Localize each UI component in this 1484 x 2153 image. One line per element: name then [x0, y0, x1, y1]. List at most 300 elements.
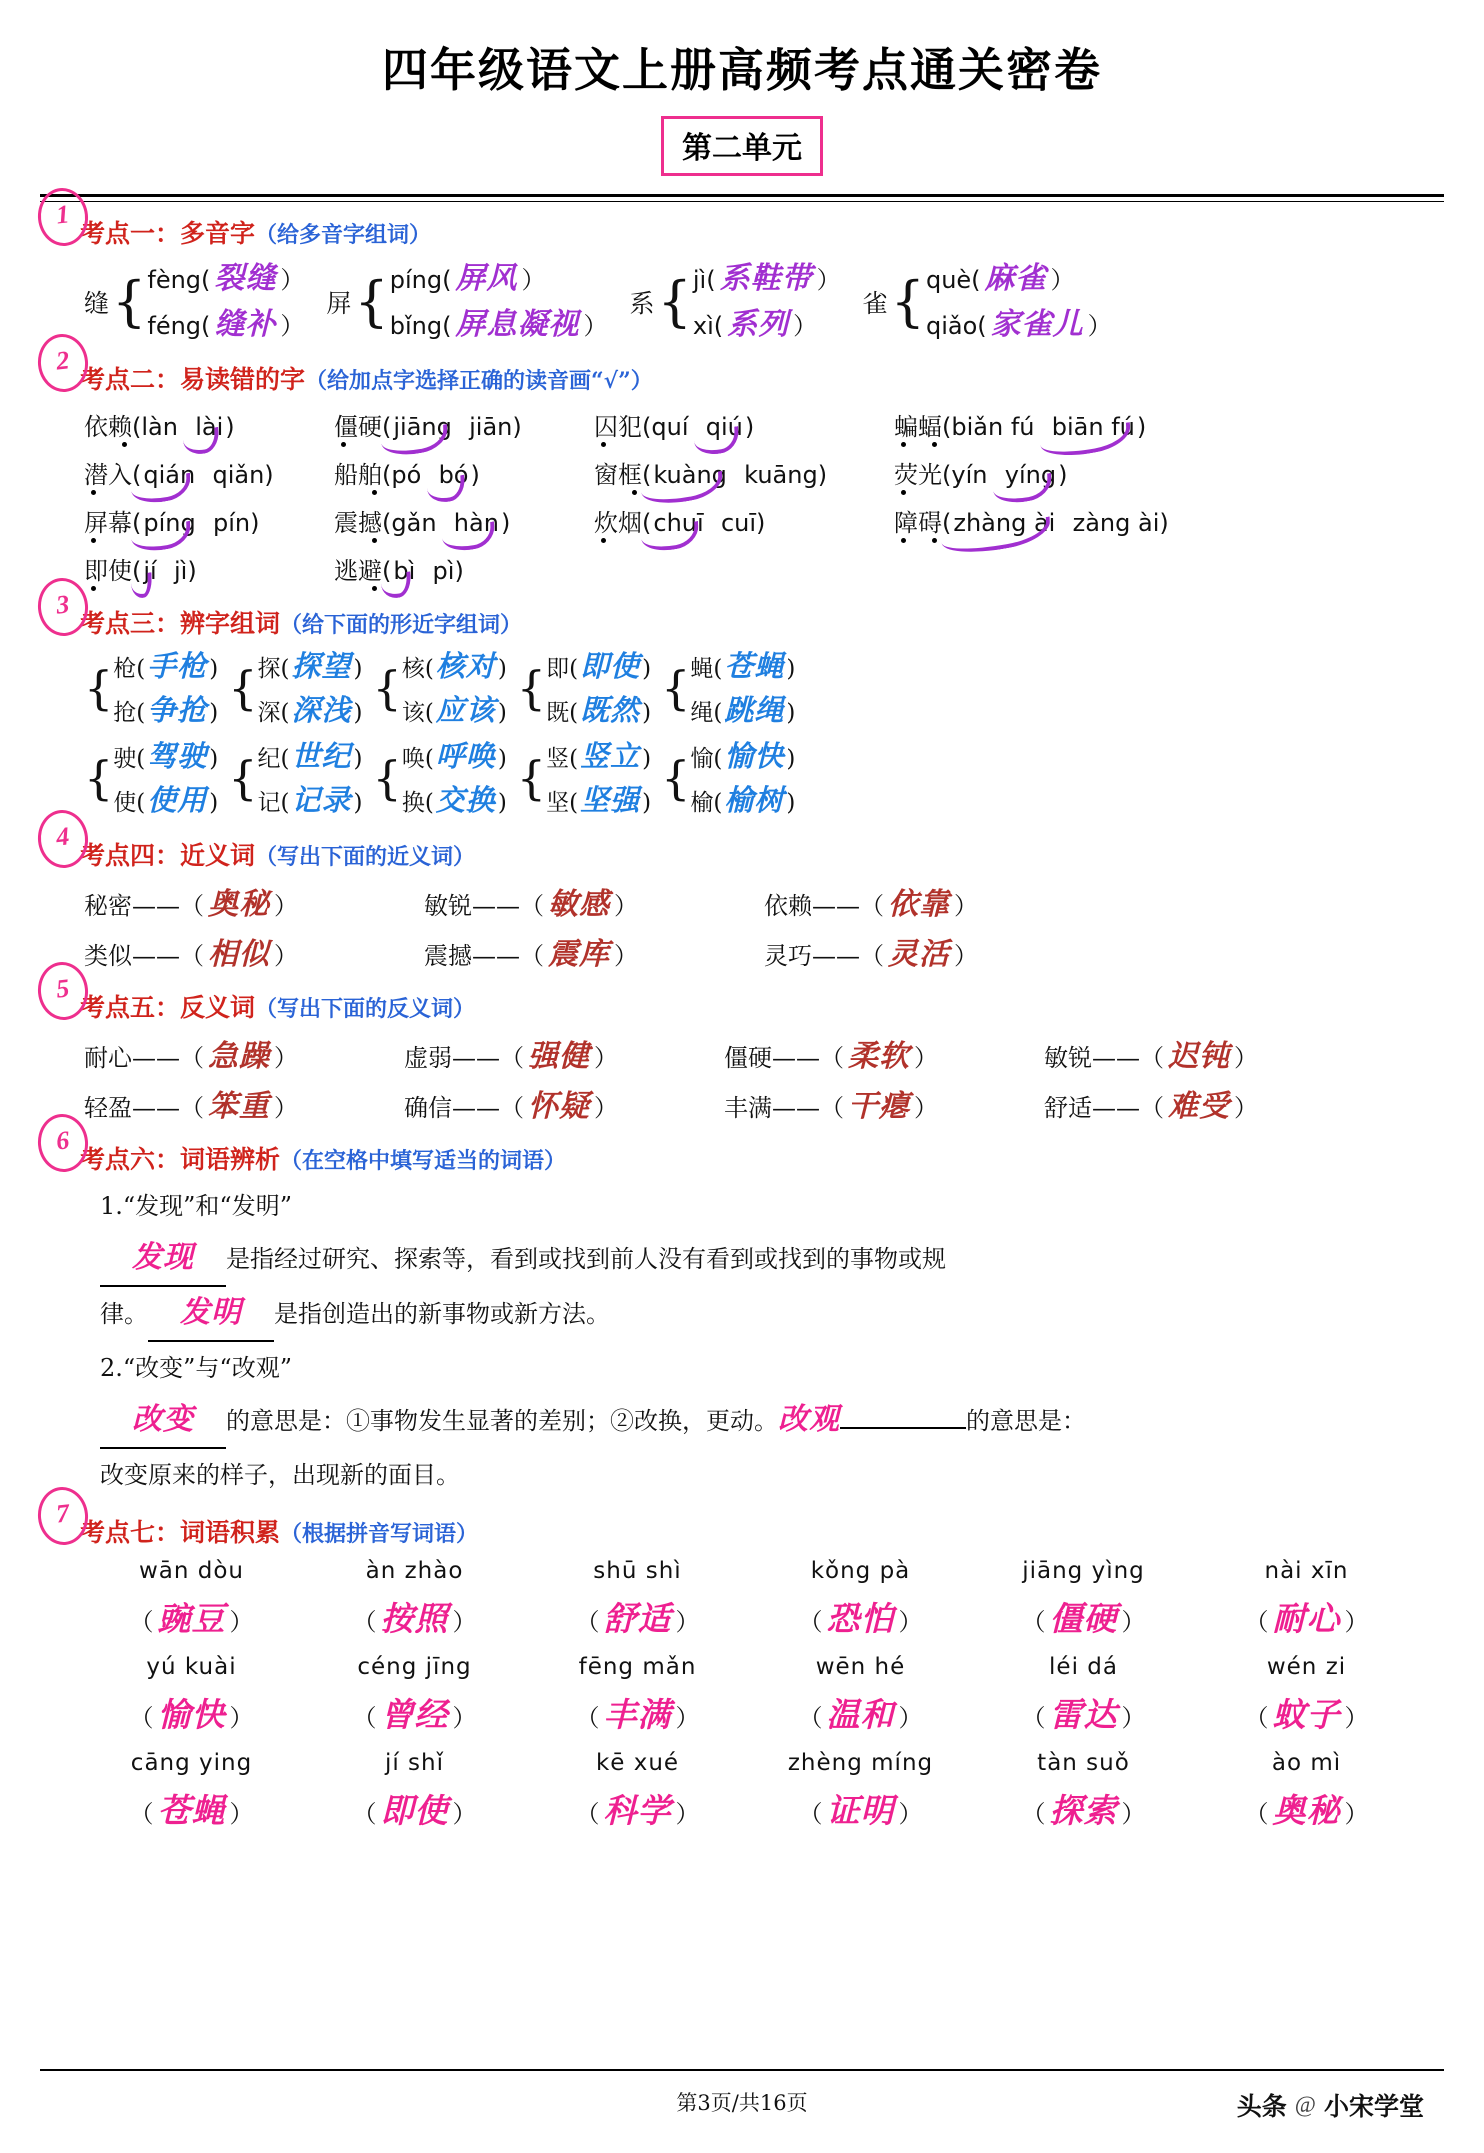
section-title-2: 考点二：易读错的字 [80, 365, 306, 394]
paren-close: ) [642, 790, 652, 816]
pinyin-option-a[interactable]: biǎn fú [951, 412, 1035, 441]
pinyin-label: cāng ying [130, 1750, 253, 1776]
paren-open: ( [136, 656, 146, 682]
dash: —— [812, 892, 860, 920]
brace-icon: { [228, 751, 258, 805]
prompt-word: 丰满 [724, 1094, 772, 1122]
word-pair-row [84, 1078, 1444, 1128]
brace-icon: { [84, 661, 114, 715]
bianzi-line [113, 644, 218, 688]
bianzi-char: 驶 [113, 746, 137, 772]
handwritten-answer: 丰满 [603, 1695, 672, 1734]
paren-close: ） [452, 1704, 477, 1732]
pinyin-option-b[interactable]: qiǎn [212, 460, 265, 489]
brand-watermark [1237, 2087, 1424, 2123]
brace-icon: { [661, 661, 691, 715]
dash: —— [472, 942, 520, 970]
bianzi-line [113, 734, 218, 778]
pinyin-label: jí shǐ [384, 1750, 445, 1776]
handwritten-answer: 跳绳 [724, 693, 785, 727]
pinyin-label: píng( [389, 266, 452, 294]
section-heading-7 [54, 1498, 1444, 1549]
word-bank-blank[interactable] [972, 1683, 1195, 1747]
paren-close: ) [353, 790, 363, 816]
paren-close: ) [209, 790, 219, 816]
paren-open: （ [500, 1094, 524, 1122]
pinyin-option-a[interactable]: pó [391, 460, 422, 489]
bianzi-lines [113, 644, 218, 732]
section-hint-4: （写出下面的近义词） [255, 844, 476, 870]
bianzi-line [258, 734, 363, 778]
word-bank-cell [80, 1555, 303, 1651]
word-pair-item [1044, 1081, 1364, 1125]
pinyin-option-a[interactable]: jí [143, 556, 157, 585]
q1-lead-2: 律。 [100, 1300, 148, 1328]
q2-text-1: 的意思是：①事物发生显著的差别；②改换，更动。 [226, 1407, 778, 1435]
word-bank-blank[interactable] [303, 1587, 526, 1651]
bianzi-line [402, 688, 507, 732]
prompt-word: 秘密 [84, 892, 132, 920]
pinyin-option-b[interactable]: bó [438, 460, 469, 489]
word-pair-item [424, 929, 764, 973]
bianzi-pair-group [373, 644, 507, 732]
duoyinzi-reading-row [147, 256, 304, 302]
duoyinzi-reading-row [926, 302, 1112, 348]
word-bank-blank[interactable] [749, 1779, 972, 1843]
dash: —— [132, 942, 180, 970]
handwritten-answer: 缝补 [214, 307, 277, 342]
word-bank-cell [749, 1747, 972, 1843]
q2-blank-1[interactable] [100, 1394, 226, 1449]
handwritten-answer: 麻雀 [984, 261, 1047, 296]
pinyin-option-b[interactable]: biān fú [1051, 412, 1135, 441]
target-word: 囚犯 [594, 412, 642, 441]
bianzi-lines [258, 734, 363, 822]
pinyin-label: wān dòu [138, 1558, 245, 1584]
handwritten-answer: 愉快 [724, 739, 785, 773]
bianzi-pair-group [84, 644, 218, 732]
pinyin-option-a[interactable]: zhàng ài [953, 508, 1056, 537]
q1-line1 [100, 1232, 1444, 1287]
q2-blank-2[interactable] [840, 1427, 966, 1429]
bianzi-char: 唤 [401, 746, 425, 772]
pinyin-option-b[interactable]: qiú [705, 412, 743, 441]
word-bank-blank[interactable] [526, 1779, 749, 1843]
paren-close: ） [1121, 1704, 1146, 1732]
paren-open: （ [798, 1608, 823, 1636]
section-heading-6 [54, 1125, 1444, 1176]
bianzi-lines [258, 644, 363, 732]
word-pair-item [724, 1031, 1044, 1075]
paren-close: ) [497, 746, 507, 772]
word-pair-item [404, 1031, 724, 1075]
paren-open: ( [569, 656, 579, 682]
brace-icon: { [372, 751, 402, 805]
paren-close: ) [353, 700, 363, 726]
paren-close: ） [954, 942, 978, 970]
paren-close: ） [583, 312, 608, 340]
paren-open: （ [575, 1800, 600, 1828]
handwritten-answer: 震库 [548, 937, 610, 972]
duoyinzi-reading-row [147, 302, 304, 348]
pinyin-option-b[interactable]: zàng ài [1072, 508, 1160, 537]
pinyin-choice-item: 炊烟(chuī cuī) [594, 508, 766, 537]
bianzi-zuci-grid [84, 644, 1444, 824]
section-number-7: 7 [35, 1485, 91, 1548]
bianzi-column [228, 644, 362, 824]
handwritten-answer: 交换 [435, 783, 496, 817]
target-word: 潜入 [84, 460, 132, 489]
bianzi-char: 抢 [113, 700, 137, 726]
pinyin-option-a[interactable]: kuàng [653, 460, 727, 489]
pinyin-option-b[interactable]: jiān [469, 412, 513, 441]
brace-icon: { [516, 661, 547, 715]
pinyin-option-a[interactable]: yín [951, 460, 988, 489]
word-bank-cell [303, 1555, 526, 1651]
pinyin-label: ào mì [1271, 1750, 1342, 1776]
word-bank-cell [526, 1747, 749, 1843]
duoyinzi-reading-row [693, 256, 841, 302]
paren-close: ） [614, 942, 638, 970]
handwritten-answer: 证明 [826, 1791, 895, 1830]
paren-close: ） [274, 942, 298, 970]
word-bank-blank[interactable] [303, 1683, 526, 1747]
paren-close: ) [786, 790, 796, 816]
bianzi-line [258, 644, 363, 688]
word-bank-blank[interactable] [1195, 1779, 1418, 1843]
paren-open: （ [180, 892, 204, 920]
bianzi-char: 使 [113, 790, 137, 816]
bianzi-char: 核 [401, 656, 425, 682]
pinyin-label: qiǎo( [925, 312, 987, 340]
paren-close: ） [452, 1800, 477, 1828]
handwritten-answer: 僵硬 [1049, 1599, 1118, 1638]
footer-divider [40, 2069, 1444, 2071]
word-bank-cell [526, 1651, 749, 1747]
handwritten-answer: 手枪 [147, 649, 208, 683]
paren-close: ） [954, 892, 978, 920]
brace-icon: { [372, 661, 402, 715]
handwritten-answer: 竖立 [580, 739, 641, 773]
section-title-1: 考点一：多音字 [80, 219, 256, 248]
paren-close: ) [786, 700, 796, 726]
dash: —— [452, 1044, 500, 1072]
paren-close: ） [1121, 1608, 1146, 1636]
target-word: 震撼 [334, 508, 382, 537]
section-hint-1: （给多音字组词） [255, 222, 432, 248]
bianzi-lines [113, 734, 218, 822]
duoyinzi-char: 缝 [84, 289, 110, 318]
word-pair-item [84, 929, 424, 973]
paren-close: ） [521, 266, 546, 294]
paren-close: ) [353, 746, 363, 772]
q2-answer-2: 改观 [778, 1402, 840, 1437]
pinyin-choice-row [84, 448, 1444, 496]
bianzi-line [113, 688, 218, 732]
brand-name: 小宋学堂 [1323, 2092, 1424, 2121]
pinyin-label: fēng mǎn [578, 1654, 697, 1680]
q1-label: 1.“发现”和“发明” [100, 1192, 292, 1220]
bianzi-char: 既 [546, 700, 570, 726]
handwritten-answer: 驾驶 [147, 739, 208, 773]
dash: —— [132, 892, 180, 920]
pinyin-label: àn zhào [365, 1558, 464, 1584]
pinyin-label: jì( [692, 266, 716, 294]
word-bank-blank[interactable] [749, 1683, 972, 1747]
section-hint-6: （在空格中填写适当的词语） [280, 1148, 567, 1174]
word-bank-cell [303, 1651, 526, 1747]
pinyin-choice-item: 即使(jí jì) [84, 556, 197, 585]
paren-close: ) [353, 656, 363, 682]
paren-close: ) [209, 746, 219, 772]
prompt-word: 类似 [84, 942, 132, 970]
handwritten-answer: 深浅 [291, 693, 352, 727]
bianzi-lines [690, 734, 795, 822]
bianzi-char: 纪 [257, 746, 281, 772]
handwritten-answer: 系列 [727, 307, 790, 342]
paren-close: ） [594, 1094, 618, 1122]
pinyin-choice-row [84, 400, 1444, 448]
pinyin-option-b[interactable]: lài [195, 412, 224, 441]
paren-close: ） [229, 1800, 254, 1828]
bianzi-pair-group [661, 644, 795, 732]
paren-open: ( [713, 700, 723, 726]
section-hint-5: （写出下面的反义词） [255, 996, 476, 1022]
section-title-7: 考点七：词语积累 [80, 1518, 281, 1547]
pinyin-label: bǐng( [389, 312, 452, 340]
q2-answer-1: 改变 [132, 1402, 194, 1437]
handwritten-answer: 豌豆 [157, 1599, 226, 1638]
pinyin-choice-item: 震撼(gǎn hàn) [334, 508, 511, 537]
prompt-word: 确信 [404, 1094, 452, 1122]
pinyin-option-b[interactable]: cuī [720, 508, 757, 537]
section-number-4: 4 [35, 808, 91, 871]
pinyin-option-b[interactable]: pín [213, 508, 251, 537]
handwritten-answer: 探索 [1049, 1791, 1118, 1830]
bianzi-pair-group [517, 644, 651, 732]
handwritten-answer: 相似 [208, 937, 270, 972]
section-hint-2: （给加点字选择正确的读音画“√”） [305, 368, 653, 394]
pinyin-choice-item: 荧光(yín yíng) [894, 460, 1068, 489]
bianzi-char: 深 [257, 700, 281, 726]
bianzi-char: 探 [257, 656, 281, 682]
q2-line1 [100, 1394, 1444, 1449]
pinyin-option-a[interactable]: jiāng [393, 412, 452, 441]
handwritten-answer: 奥秘 [208, 887, 270, 922]
section-title-4: 考点四：近义词 [80, 841, 256, 870]
section-number-2: 2 [35, 332, 91, 395]
bianzi-char: 坚 [546, 790, 570, 816]
paren-close: ） [1344, 1800, 1369, 1828]
pinyin-label: léi dá [1049, 1654, 1118, 1680]
pinyin-option-a[interactable]: píng [143, 508, 196, 537]
word-bank-cell [303, 1747, 526, 1843]
page-number: 第3页/共16页 [676, 2091, 808, 2115]
pinyin-label: nài xīn [1264, 1558, 1349, 1584]
paren-open: （ [520, 942, 544, 970]
target-word: 窗框 [594, 460, 642, 489]
pinyin-option-a[interactable]: quí [651, 412, 689, 441]
word-bank-cell [80, 1651, 303, 1747]
pinyin-choice-item: 逃避(bì pì) [334, 556, 464, 585]
pinyin-choice-item: 潜入(qián qiǎn) [84, 460, 274, 489]
paren-close: ) [497, 700, 507, 726]
paren-open: ( [280, 790, 290, 816]
paren-close: ） [229, 1608, 254, 1636]
word-bank-cell [1195, 1651, 1418, 1747]
section-number-3: 3 [35, 576, 91, 639]
paren-open: （ [1244, 1608, 1269, 1636]
target-word: 僵硬 [334, 412, 382, 441]
bianzi-char: 该 [401, 700, 425, 726]
paren-close: ) [209, 700, 219, 726]
paren-close: ） [614, 892, 638, 920]
handwritten-answer: 按照 [380, 1599, 449, 1638]
pinyin-label: wén zi [1266, 1654, 1347, 1680]
pinyin-option-b[interactable]: pì [432, 556, 455, 585]
pinyin-option-b[interactable]: kuāng [744, 460, 818, 489]
pinyin-label: yú kuài [146, 1654, 237, 1680]
word-bank-cell [749, 1555, 972, 1651]
q1-blank-2[interactable] [148, 1287, 274, 1342]
target-word: 屏幕 [84, 508, 132, 537]
paren-open: （ [129, 1800, 154, 1828]
paren-open: ( [280, 700, 290, 726]
q1-blank-1[interactable] [100, 1232, 226, 1287]
bianzi-lines [402, 644, 507, 732]
prompt-word: 虚弱 [404, 1044, 452, 1072]
word-bank-blank[interactable] [749, 1587, 972, 1651]
pinyin-option-a[interactable]: qián [143, 460, 196, 489]
handwritten-answer: 强健 [528, 1039, 590, 1074]
bianzi-line [690, 734, 795, 778]
paren-open: （ [1021, 1704, 1046, 1732]
word-bank-blank[interactable] [526, 1683, 749, 1747]
bianzi-char: 换 [401, 790, 425, 816]
paren-open: ( [136, 790, 146, 816]
word-bank-blank[interactable] [303, 1779, 526, 1843]
paren-open: ( [713, 656, 723, 682]
dash: —— [812, 942, 860, 970]
bianzi-line [690, 688, 795, 732]
duoyinzi-item [326, 256, 607, 348]
handwritten-answer: 奥秘 [1272, 1791, 1341, 1830]
pinyin-choice-item: 船舶(pó bó) [334, 460, 480, 489]
word-pair-row [84, 1028, 1444, 1078]
word-bank-blank[interactable] [972, 1587, 1195, 1651]
paren-open: （ [352, 1608, 377, 1636]
paren-close: ） [1050, 266, 1075, 294]
bianzi-column [84, 644, 218, 824]
target-word: 即使 [84, 556, 132, 585]
word-bank-cell [526, 1555, 749, 1651]
paren-open: ( [280, 746, 290, 772]
duoyinzi-readings [147, 256, 304, 348]
bianzi-line [113, 778, 218, 822]
pinyin-option-b[interactable]: hàn [453, 508, 499, 537]
paren-close: ） [452, 1608, 477, 1636]
handwritten-answer: 苍蝇 [157, 1791, 226, 1830]
word-bank-blank[interactable] [80, 1779, 303, 1843]
handwritten-answer: 争抢 [147, 693, 208, 727]
word-bank-blank[interactable] [972, 1779, 1195, 1843]
bianzi-line [690, 778, 795, 822]
synonym-list [84, 876, 1444, 976]
section-title-5: 考点五：反义词 [80, 993, 256, 1022]
word-bank-cell [80, 1747, 303, 1843]
word-bank-blank[interactable] [80, 1587, 303, 1651]
section-hint-7: （根据拼音写词语） [280, 1521, 479, 1547]
word-bank-blank[interactable] [526, 1587, 749, 1651]
handwritten-answer: 干瘪 [848, 1089, 910, 1124]
handwritten-answer: 怀疑 [528, 1089, 590, 1124]
section-title-6: 考点六：词语辨析 [80, 1145, 281, 1174]
word-bank-blank[interactable] [1195, 1587, 1418, 1651]
section-number-5: 5 [35, 960, 91, 1023]
handwritten-answer: 探望 [291, 649, 352, 683]
pinyin-option-b[interactable]: yíng [1004, 460, 1057, 489]
bianzi-column [373, 644, 507, 824]
paren-close: ） [1344, 1704, 1369, 1732]
pinyin-label: zhèng míng [787, 1750, 934, 1776]
prompt-word: 敏锐 [1044, 1044, 1092, 1072]
duoyinzi-reading-row [693, 302, 841, 348]
pinyin-option-a[interactable]: gǎn [391, 508, 437, 537]
paren-open: ( [713, 790, 723, 816]
word-pair-row [84, 926, 1444, 976]
handwritten-answer: 呼唤 [435, 739, 496, 773]
pinyin-label: céng jīng [357, 1654, 472, 1680]
duoyinzi-reading-row [390, 256, 608, 302]
paren-open: （ [860, 942, 884, 970]
target-word: 逃避 [334, 556, 382, 585]
pinyin-option-a[interactable]: làn [141, 412, 178, 441]
bianzi-pair-group [228, 734, 362, 822]
handwritten-answer: 屏息凝视 [455, 307, 580, 342]
paren-open: ( [424, 790, 434, 816]
pinyin-option-a[interactable]: bì [393, 556, 416, 585]
word-bank-blank[interactable] [80, 1683, 303, 1747]
paren-open: ( [136, 746, 146, 772]
pinyin-option-b[interactable]: jì [173, 556, 188, 585]
bianzi-line [258, 688, 363, 732]
section-number-1: 1 [35, 186, 91, 249]
handwritten-answer: 耐心 [1272, 1599, 1341, 1638]
bianzi-line [402, 644, 507, 688]
q1-text-2: 是指创造出的新事物或新方法。 [274, 1300, 610, 1328]
target-word: 炊烟 [594, 508, 642, 537]
q1-answer-1: 发现 [132, 1240, 194, 1275]
pinyin-label: fèng( [147, 266, 211, 294]
handwritten-answer: 使用 [147, 783, 208, 817]
handwritten-answer: 裂缝 [214, 261, 277, 296]
pinyin-label: tàn suǒ [1037, 1750, 1130, 1776]
paren-open: ( [424, 746, 434, 772]
paren-open: （ [129, 1704, 154, 1732]
paren-open: ( [569, 790, 579, 816]
handwritten-answer: 既然 [580, 693, 641, 727]
paren-open: （ [180, 1044, 204, 1072]
pinyin-option-a[interactable]: chuī [653, 508, 704, 537]
target-word: 障碍 [894, 508, 942, 537]
paren-open: （ [1021, 1800, 1046, 1828]
word-bank-blank[interactable] [1195, 1683, 1418, 1747]
paren-open: （ [798, 1704, 823, 1732]
word-pair-item [84, 879, 424, 923]
bianzi-pair-group [373, 734, 507, 822]
q1-answer-2: 发明 [180, 1295, 242, 1330]
handwritten-answer: 温和 [826, 1695, 895, 1734]
